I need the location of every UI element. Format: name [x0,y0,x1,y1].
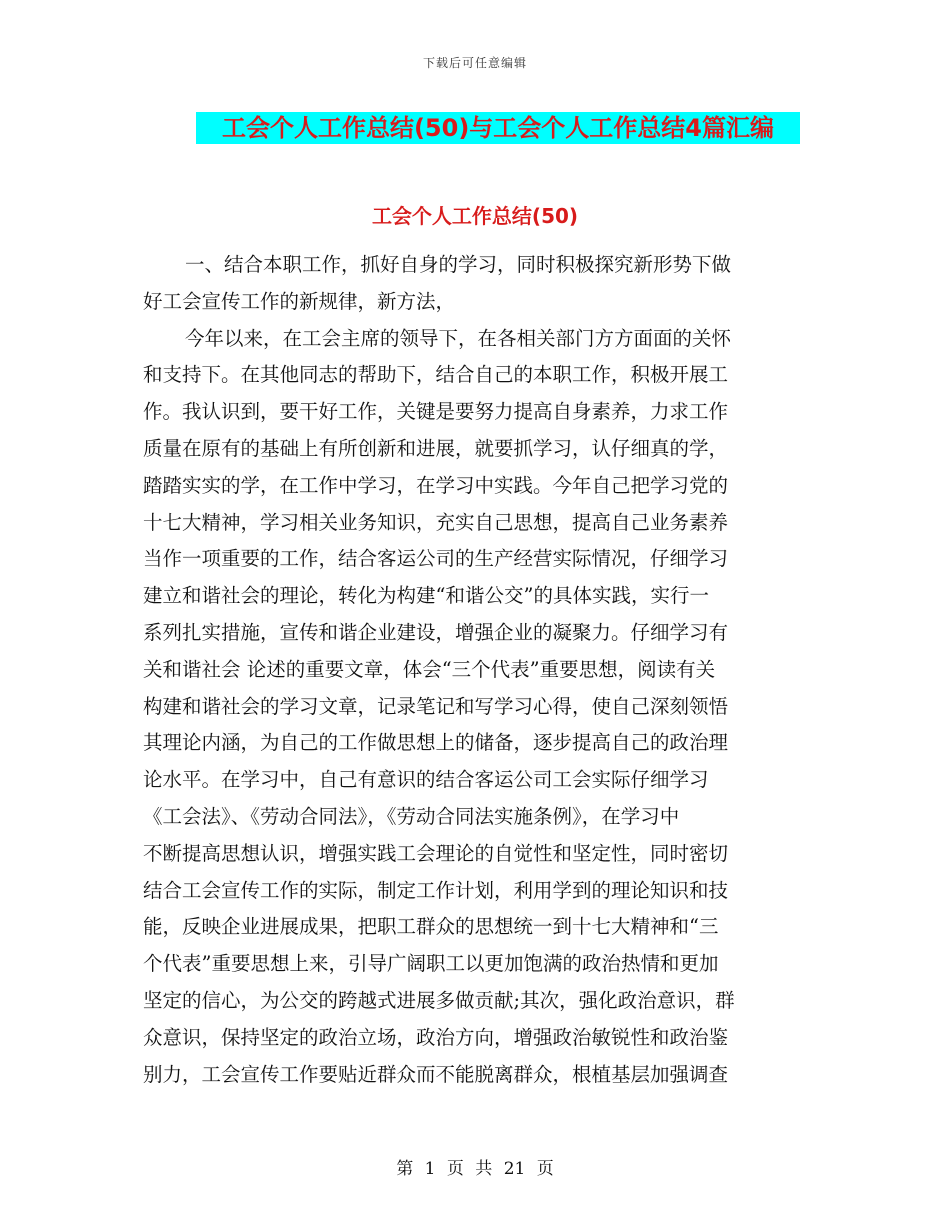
body-text [143,247,808,1093]
paragraph-line: 别力，工会宣传工作要贴近群众而不能脱离群众，根植基层加强调查 [143,1062,729,1086]
paragraph-line: 构建和谐社会的学习文章，记录笔记和写学习心得，使自己深刻领悟 [143,694,729,718]
paragraph-line: 建立和谐社会的理论，转化为构建“和谐公交”的具体实践，实行一 [143,584,709,608]
paragraph-line: 今年以来，在工会主席的领导下，在各相关部门方方面面的关怀 [185,326,732,350]
paragraph-line: 踏踏实实的学，在工作中学习，在学习中实践。今年自己把学习党的 [143,473,729,497]
paragraph-line: 系列扎实措施，宣传和谐企业建设，增强企业的凝聚力。仔细学习有 [143,620,729,644]
paragraph-line: 和支持下。在其他同志的帮助下，结合自己的本职工作，积极开展工 [143,363,729,387]
page-footer: 第 1 页 共 21 页 [396,1159,554,1179]
paragraph-line: 个代表”重要思想上来，引导广阔职工以更加饱满的政治热情和更加 [143,952,719,976]
paragraph-line: 能，反映企业进展成果，把职工群众的思想统一到十七大精神和“三 [143,915,719,939]
paragraph-line: 众意识，保持坚定的政治立场，政治方向，增强政治敏锐性和政治鉴 [143,1025,729,1049]
paragraph-line: 一、结合本职工作，抓好自身的学习，同时积极探究新形势下做 [185,253,732,276]
paragraph-line: 作。我认识到，要干好工作，关键是要努力提高自身素养，力求工作 [143,400,729,424]
paragraph-line: 十七大精神，学习相关业务知识，充实自己思想，提高自己业务素养 [143,510,729,534]
paragraph-line: 好工会宣传工作的新规律，新方法， [143,289,456,313]
section-title: 工会个人工作总结(50) [371,204,579,228]
paragraph-line: 当作一项重要的工作，结合客运公司的生产经营实际情况，仔细学习 [143,547,729,571]
paragraph-line: 质量在原有的基础上有所创新和进展，就要抓学习，认仔细真的学， [143,436,729,460]
paragraph-line: 论水平。在学习中，自己有意识的结合客运公司工会实际仔细学习 [143,768,709,792]
paragraph-line: 《工会法》、《劳动合同法》，《劳动合同法实施条例》，在学习中 [143,804,680,828]
paragraph-line: 关和谐社会 论述的重要文章，体会“三个代表”重要思想，阅读有关 [143,657,716,681]
paragraph-line: 坚定的信心，为公交的跨越式进展多做贡献;其次，强化政治意识，群 [143,988,735,1012]
paragraph-line: 其理论内涵，为自己的工作做思想上的储备，逐步提高自己的政治理 [143,731,729,755]
paragraph-line: 结合工会宣传工作的实际，制定工作计划，利用学到的理论知识和技 [143,878,729,902]
document-title: 工会个人工作总结(50)与工会个人工作总结4篇汇编 [196,112,800,144]
paragraph-line: 不断提高思想认识，增强实践工会理论的自觉性和坚定性，同时密切 [143,841,729,865]
header-note: 下载后可任意编辑 [422,56,527,70]
